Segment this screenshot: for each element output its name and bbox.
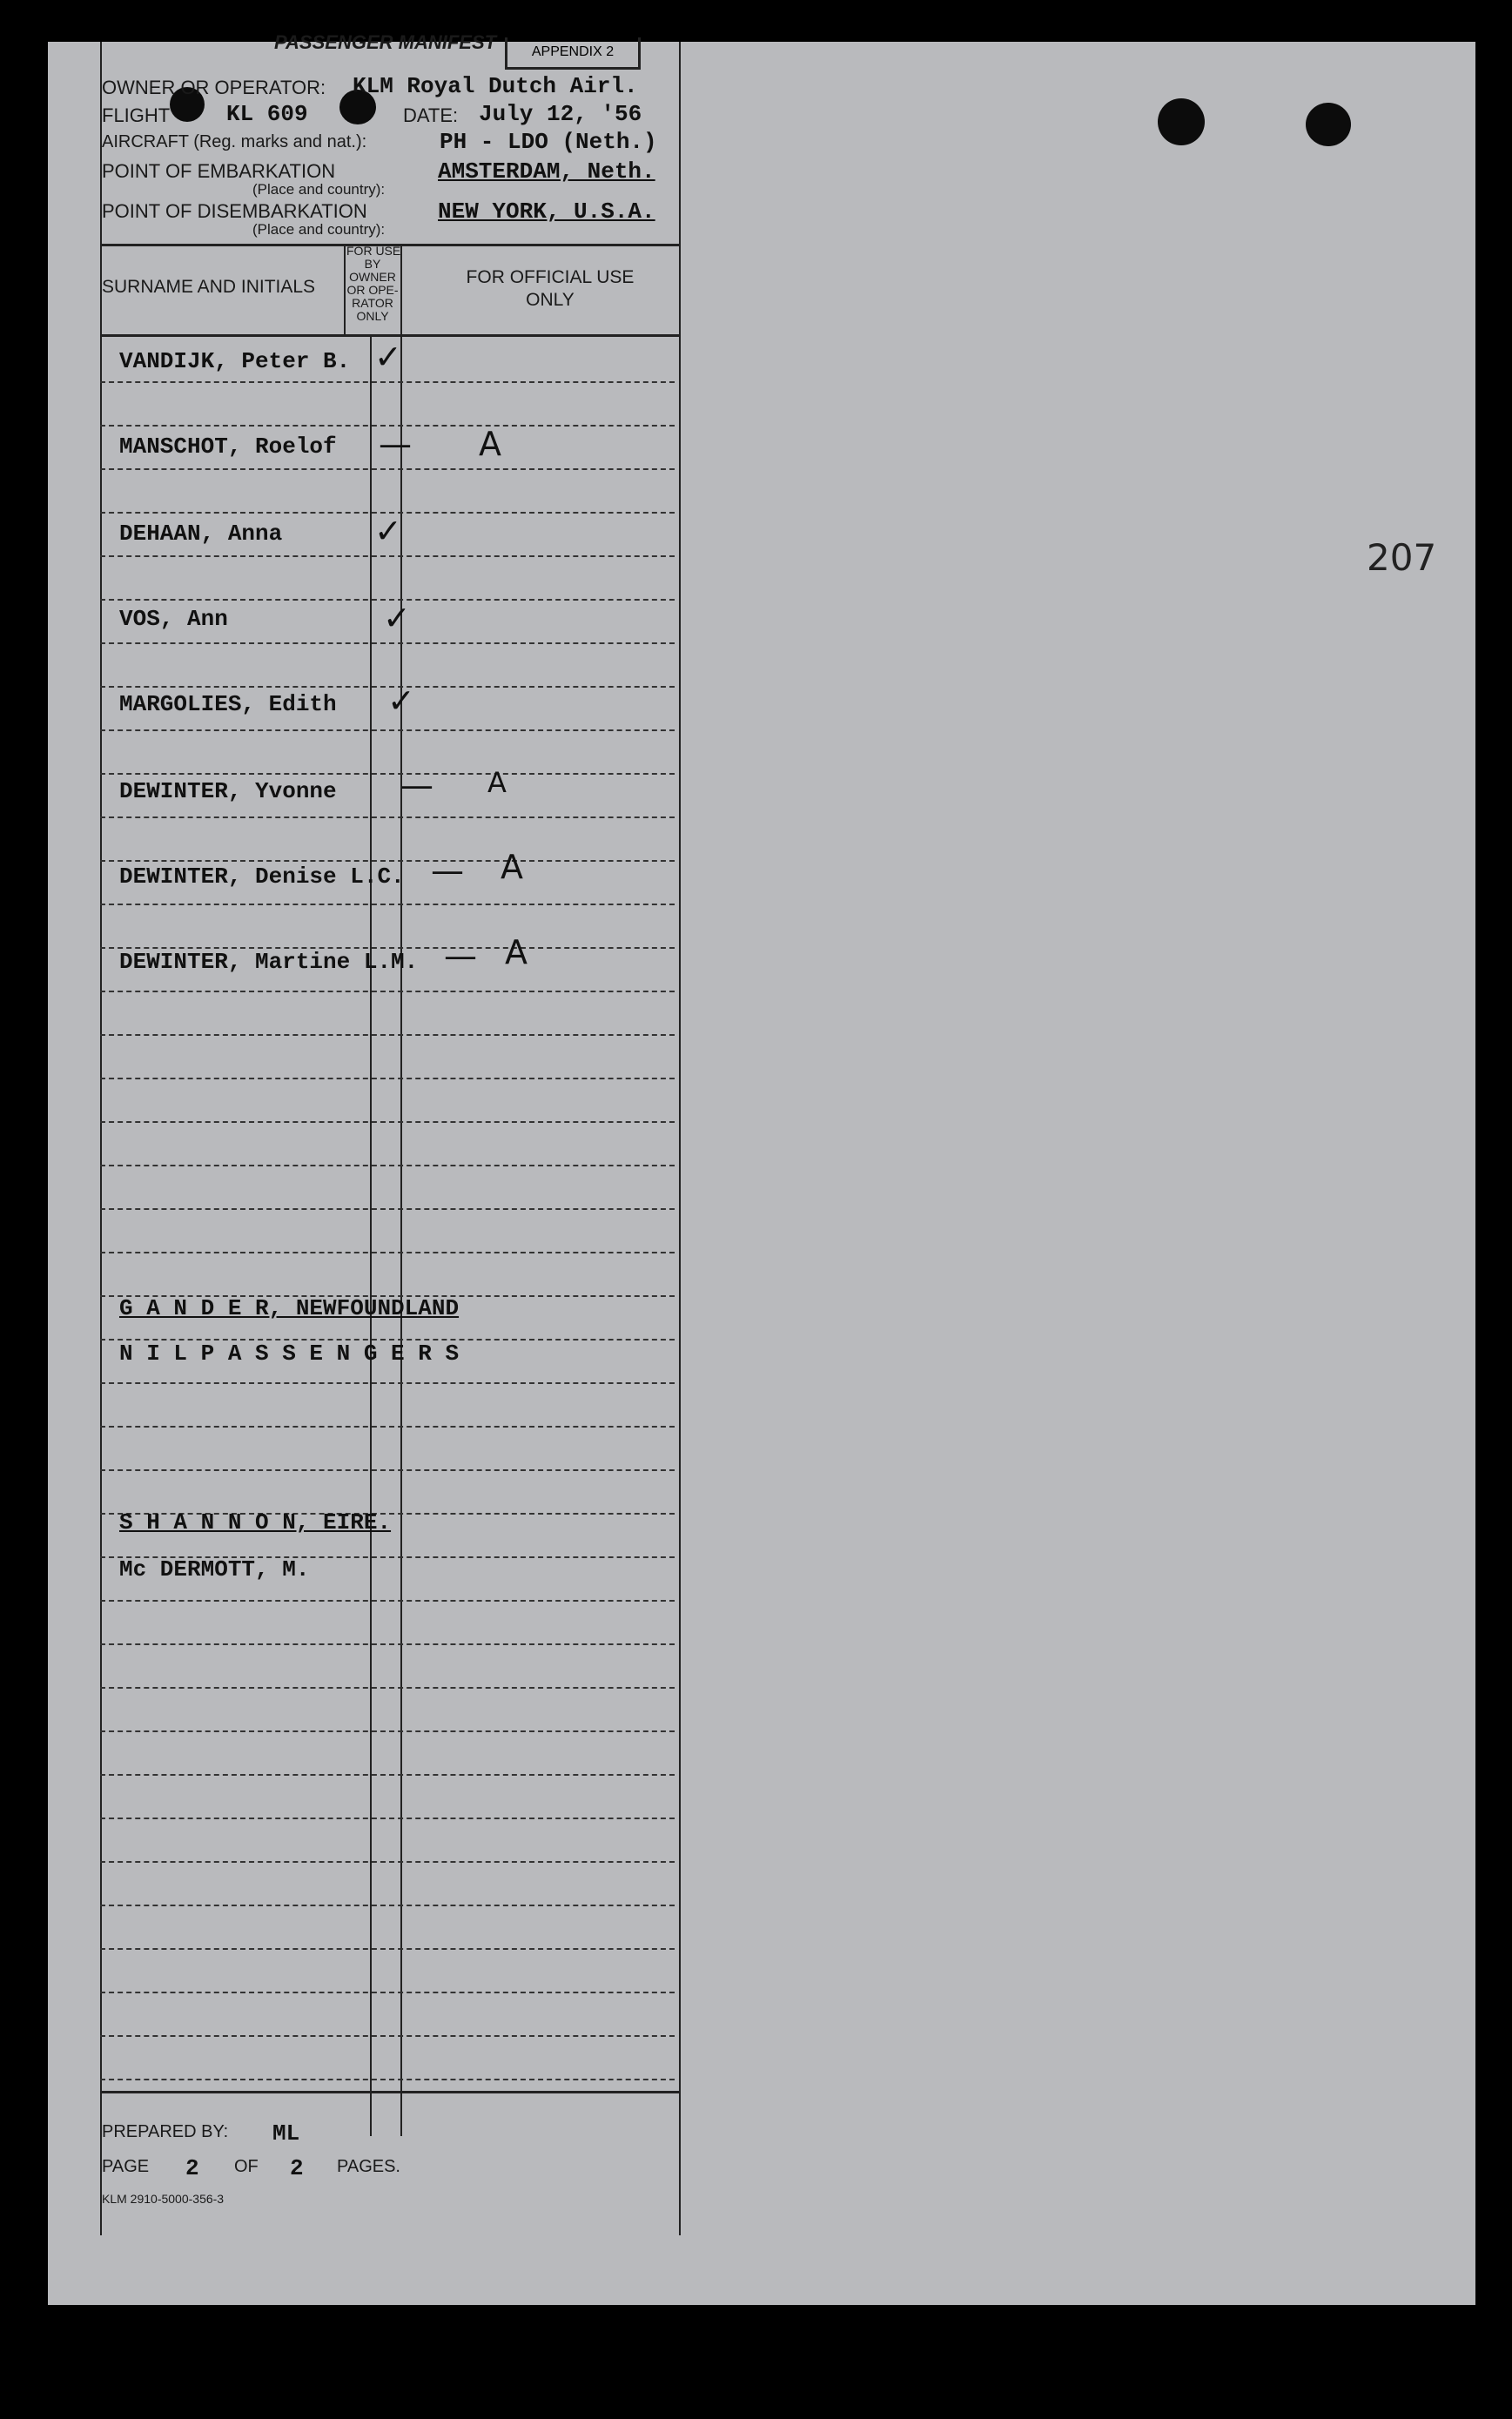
date-value: July 12, '56	[479, 101, 642, 127]
disembarkation-sub: (Place and country):	[252, 221, 386, 238]
row-line	[100, 773, 675, 775]
punch-hole	[1306, 103, 1351, 146]
page-label: PAGE	[102, 2157, 150, 2176]
official-mark: A	[487, 766, 507, 799]
embarkation-label: POINT OF EMBARKATION	[102, 160, 336, 182]
row-line	[100, 1905, 675, 1906]
aircraft-value: PH - LDO (Neth.)	[440, 129, 657, 155]
passenger-name: MARGOLIES, Edith	[119, 691, 337, 717]
passenger-name: VANDIJK, Peter B.	[119, 348, 351, 374]
row-line	[100, 860, 675, 862]
row-line	[100, 1774, 675, 1776]
column-divider	[679, 42, 681, 2235]
row-line	[100, 1861, 675, 1863]
passenger-name: DEHAAN, Anna	[119, 521, 283, 547]
row-line	[100, 1252, 675, 1253]
of-label: OF	[234, 2157, 259, 2176]
row-line	[100, 468, 675, 470]
row-line	[100, 1121, 675, 1123]
owner-use-heading: FOR USE BY OWNER OR OPE- RATOR ONLY	[346, 244, 401, 323]
row-line	[100, 1730, 675, 1732]
passenger-name: DEWINTER, Yvonne	[119, 778, 337, 804]
form-title: PASSENGER MANIFEST	[274, 31, 497, 53]
row-line	[100, 1034, 675, 1036]
row-line	[100, 1687, 675, 1689]
row-line	[100, 642, 675, 644]
official-mark: A	[501, 848, 523, 886]
owner-check-mark: —	[431, 851, 464, 890]
column-header-bottom-rule	[102, 334, 681, 337]
official-mark: A	[479, 425, 501, 463]
passenger-name: VOS, Ann	[119, 606, 228, 632]
column-divider	[344, 244, 346, 334]
form-code: KLM 2910-5000-356-3	[102, 2192, 225, 2206]
row-line	[100, 2079, 675, 2080]
row-line	[100, 991, 675, 992]
disembarkation-value: NEW YORK, U.S.A.	[438, 198, 655, 225]
passenger-name: MANSCHOT, Roelof	[119, 433, 337, 460]
row-line	[100, 2035, 675, 2037]
manifest-form	[74, 31, 681, 2244]
owner-value: KLM Royal Dutch Airl.	[353, 73, 638, 99]
aircraft-label: AIRCRAFT (Reg. marks and nat.):	[102, 132, 367, 151]
row-line	[100, 1165, 675, 1166]
prepared-by-value: ML	[272, 2120, 300, 2147]
flight-value: KL 609	[226, 101, 308, 127]
page-number: 2	[185, 2155, 199, 2181]
row-line	[100, 1818, 675, 1819]
passenger-name: Mc DERMOTT, M.	[119, 1556, 310, 1582]
embarkation-value: AMSTERDAM, Neth.	[438, 158, 655, 185]
row-line	[100, 1948, 675, 1950]
owner-check-mark: ✓	[383, 599, 411, 637]
punch-hole	[1158, 98, 1205, 145]
appendix-label: APPENDIX 2	[531, 44, 615, 59]
row-line	[100, 1992, 675, 1993]
row-line	[100, 1382, 675, 1384]
official-mark: A	[505, 933, 528, 971]
owner-check-mark: —	[444, 937, 477, 975]
column-divider	[100, 42, 102, 2235]
owner-check-mark: ✓	[374, 338, 402, 376]
row-line	[100, 1078, 675, 1079]
disembarkation-label: POINT OF DISEMBARKATION	[102, 200, 367, 222]
page-total: 2	[290, 2155, 304, 2181]
stop-heading: S H A N N O N, EIRE.	[119, 1509, 392, 1535]
row-line	[100, 1426, 675, 1428]
row-line	[100, 555, 675, 557]
footer-rule	[102, 2091, 681, 2093]
owner-label: OWNER OR OPERATOR:	[102, 77, 326, 98]
manifest-page	[48, 31, 1475, 2305]
row-line	[100, 904, 675, 905]
owner-check-mark: —	[379, 425, 412, 463]
owner-check-mark: ✓	[387, 682, 415, 720]
stamp-number: 207	[1367, 536, 1437, 579]
prepared-by-label: PREPARED BY:	[102, 2122, 229, 2141]
passenger-name: DEWINTER, Denise L.C.	[119, 863, 405, 890]
embarkation-sub: (Place and country):	[252, 181, 386, 198]
surname-heading: SURNAME AND INITIALS	[102, 277, 316, 297]
stop-note: N I L P A S S E N G E R S	[119, 1341, 460, 1367]
row-line	[100, 1208, 675, 1210]
official-use-heading: FOR OFFICIAL USE ONLY	[466, 267, 635, 310]
row-line	[100, 1600, 675, 1602]
owner-check-mark: ✓	[374, 512, 402, 550]
owner-check-mark: —	[400, 766, 433, 804]
row-line	[100, 381, 675, 383]
row-line	[100, 1643, 675, 1645]
row-line	[100, 729, 675, 731]
flight-label: FLIGHT	[102, 104, 171, 126]
stop-heading: G A N D E R, NEWFOUNDLAND	[119, 1295, 460, 1321]
appendix-box	[505, 37, 641, 70]
row-line	[100, 816, 675, 818]
date-label: DATE:	[403, 104, 459, 126]
pages-label: PAGES.	[337, 2157, 400, 2176]
row-line	[100, 1469, 675, 1471]
passenger-name: DEWINTER, Martine L.M.	[119, 949, 419, 975]
column-divider	[370, 334, 372, 2136]
